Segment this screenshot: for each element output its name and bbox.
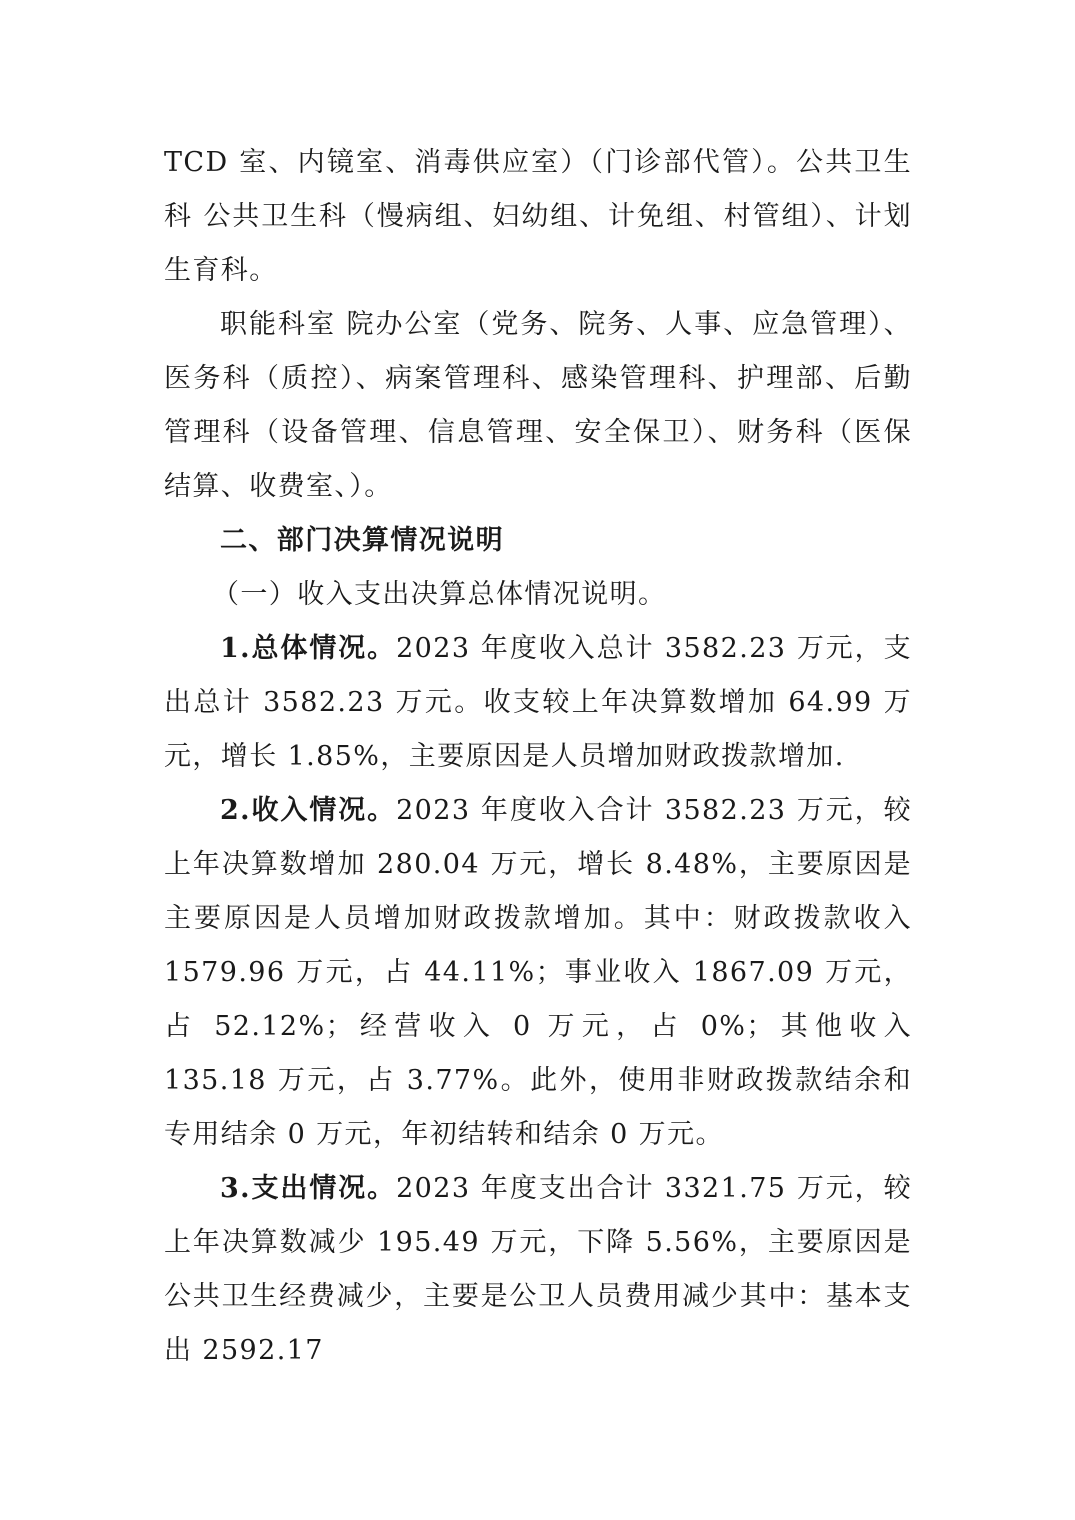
lead-expenditure-situation: 3.支出情况。 [220, 1173, 397, 1204]
document-body [164, 136, 912, 1378]
paragraph-expenditure-situation [164, 1162, 912, 1378]
body-income-situation: 2023 年度收入合计 3582.23 万元，较上年决算数增加 280.04 万元，增长 8.48%，主要原因是主要原因是人员增加财政拨款增加。其中：财政拨款收入 1579.96 万元，占 44.11%；事业收入 1867.09 万元，占 52.12%；经营收入 0 万元，占 0%；其他收入 135.18 万元，占 3.77%。此外，使用非财政拨款结余和专用结余 0 万元，年初结转和结余 0 万元。 [164, 795, 912, 1150]
body-expenditure-situation: 2023 年度支出合计 3321.75 万元，较上年决算数减少 195.49 万元，下降 5.56%，主要原因是公共卫生经费减少，主要是公卫人员费用减少其中：基本支出 2592.17 [164, 1173, 912, 1366]
body-overall-situation: 2023 年度收入总计 3582.23 万元，支出总计 3582.23 万元。收支较上年决算数增加 64.99 万元，增长 1.85%，主要原因是人员增加财政拨款增加. [164, 633, 912, 772]
paragraph-income-situation [164, 784, 912, 1162]
section-heading-final-accounts: 二、部门决算情况说明 [220, 525, 504, 556]
paragraph-overall-situation [164, 622, 912, 784]
lead-income-situation: 2.收入情况。 [220, 795, 397, 826]
paragraph-functional-departments: 职能科室 院办公室（党务、院务、人事、应急管理）、医务科（质控）、病案管理科、感染管理科、护理部、后勤管理科（设备管理、信息管理、安全保卫）、财务科（医保结算、收费室、）。 [164, 309, 912, 502]
lead-overall-situation: 1.总体情况。 [220, 633, 397, 664]
subheading-income-expenditure: （一）收入支出决算总体情况说明。 [212, 579, 667, 610]
paragraph-departments-continued: TCD 室、内镜室、消毒供应室）（门诊部代管）。公共卫生科 公共卫生科（慢病组、妇幼组、计免组、村管组）、计划生育科。 [164, 147, 912, 286]
